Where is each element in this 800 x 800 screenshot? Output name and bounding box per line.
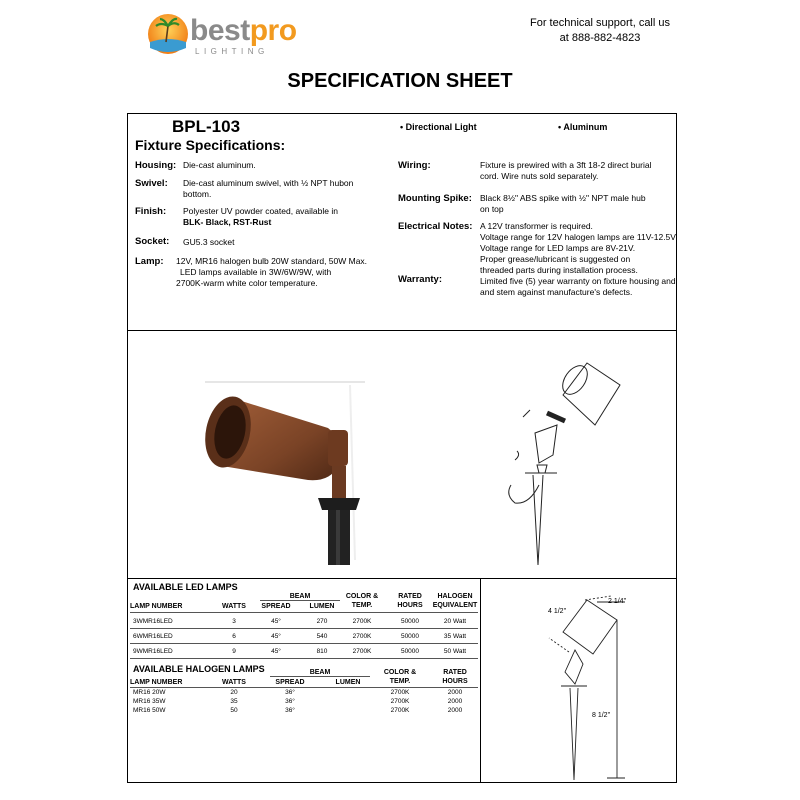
halogen-table-title: AVAILABLE HALOGEN LAMPS	[133, 664, 265, 674]
hal-th-color: COLOR & TEMP.	[383, 669, 417, 685]
led-cell-hours: 50000	[400, 618, 420, 625]
led-cell-lamp: 9WMR16LED	[133, 648, 173, 655]
lamp-line-1: 12V, MR16 halogen bulb 20W standard, 50W Max.	[176, 256, 368, 266]
led-beam-rule	[260, 600, 340, 601]
hal-th-spread: SPREAD	[275, 679, 305, 686]
dim-width: 2 1/4"	[608, 598, 627, 605]
electrical-line-5: threaded parts during installation process.	[480, 265, 638, 275]
led-cell-temp: 2700K	[352, 618, 372, 625]
logo-subtitle: LIGHTING	[195, 47, 269, 56]
led-cell-spread: 45°	[271, 648, 281, 655]
electrical-value	[480, 221, 676, 276]
hal-cell-lamp: MR16 50W	[133, 707, 166, 714]
hal-th-watts: WATTS	[222, 679, 246, 686]
hal-cell-hours: 2000	[447, 707, 463, 714]
electrical-line-4: Proper grease/lubricant is suggested on	[480, 254, 631, 264]
dim-head-length: 4 1/2"	[548, 608, 567, 615]
led-cell-watts: 6	[232, 633, 236, 640]
hal-cell-temp: 2700K	[390, 689, 410, 696]
spike-label: Mounting Spike:	[398, 193, 472, 204]
finish-line-1: Polyester UV powder coated, available in	[183, 206, 338, 216]
led-cell-temp: 2700K	[352, 648, 372, 655]
dim-spike-length: 8 1/2"	[592, 712, 611, 719]
divider-images	[127, 578, 677, 579]
finish-value	[183, 206, 338, 228]
hal-cell-watts: 50	[230, 707, 238, 714]
support-contact	[520, 16, 680, 46]
swivel-value: Die-cast aluminum swivel, with ½ NPT hubon bottom.	[183, 178, 354, 199]
electrical-line-3: Voltage range for LED lamps are 8V-21V.	[480, 243, 636, 253]
led-th-rated: RATED HOURS	[397, 593, 423, 609]
spike-value	[480, 193, 646, 215]
led-cell-lamp: 6WMR16LED	[133, 633, 173, 640]
feature-aluminum: • Aluminum	[558, 122, 608, 132]
spike-line-1: Black 8½" ABS spike with ½" NPT male hub	[480, 193, 646, 203]
hal-th-lamp: LAMP NUMBER	[130, 679, 183, 686]
led-th-lumen: LUMEN	[309, 603, 335, 610]
electrical-line-2: Voltage range for 12V halogen lamps are 11V-12.5V	[480, 232, 676, 242]
electrical-label: Electrical Notes:	[398, 221, 473, 232]
led-th-beam: BEAM	[289, 593, 311, 600]
led-header-rule	[130, 612, 478, 613]
socket-label: Socket:	[135, 236, 170, 247]
hal-cell-spread: 36°	[285, 689, 295, 696]
led-cell-lumen: 810	[316, 648, 328, 655]
hal-cell-watts: 35	[230, 698, 238, 705]
wiring-line-2: cord. Wire nuts sold separately.	[480, 171, 599, 181]
page-title: SPECIFICATION SHEET	[287, 70, 513, 92]
dimension-drawing	[535, 592, 655, 782]
hal-beam-rule	[270, 676, 370, 677]
logo-pro-text: pro	[249, 14, 297, 47]
led-th-lamp: LAMP NUMBER	[130, 603, 183, 610]
led-cell-equivalent: 35 Watt	[443, 633, 467, 640]
led-cell-spread: 45°	[271, 633, 281, 640]
lamp-value	[176, 256, 367, 289]
housing-value: Die-cast aluminum.	[183, 160, 256, 170]
led-cell-watts: 9	[232, 648, 236, 655]
led-cell-hours: 50000	[400, 633, 420, 640]
hal-th-rated: RATED HOURS	[442, 669, 468, 685]
led-th-spread: SPREAD	[261, 603, 291, 610]
hal-cell-lamp: MR16 35W	[133, 698, 166, 705]
support-phone: at 888-882-4823	[559, 32, 641, 44]
warranty-value	[480, 276, 676, 298]
wiring-value	[480, 160, 652, 182]
hal-cell-temp: 2700K	[390, 698, 410, 705]
led-cell-temp: 2700K	[352, 633, 372, 640]
support-line-1: For technical support, call us	[529, 17, 670, 29]
electrical-line-1: A 12V transformer is required.	[480, 221, 593, 231]
hal-cell-hours: 2000	[447, 689, 463, 696]
hal-cell-temp: 2700K	[390, 707, 410, 714]
warranty-label: Warranty:	[398, 274, 442, 285]
led-th-halogen: HALOGEN EQUIVALENT	[432, 593, 478, 609]
socket-value: GU5.3 socket	[183, 237, 235, 247]
led-row-rule	[130, 643, 478, 644]
hal-cell-hours: 2000	[447, 698, 463, 705]
hal-cell-spread: 36°	[285, 707, 295, 714]
lamp-line-3: 2700K-warm white color temperature.	[176, 278, 318, 288]
led-cell-lumen: 540	[316, 633, 328, 640]
product-photo	[200, 370, 370, 570]
logo-wordmark	[190, 14, 297, 48]
hal-cell-watts: 20	[230, 689, 238, 696]
spike-line-2: on top	[480, 204, 504, 214]
led-cell-equivalent: 20 Watt	[443, 618, 467, 625]
hal-th-beam: BEAM	[309, 669, 331, 676]
led-table-title: AVAILABLE LED LAMPS	[133, 582, 238, 592]
led-cell-watts: 3	[232, 618, 236, 625]
led-cell-lumen: 270	[316, 618, 328, 625]
led-th-watts: WATTS	[222, 603, 246, 610]
warranty-line-2: and stem against manufacture's defects.	[480, 287, 633, 297]
wiring-line-1: Fixture is prewired with a 3ft 18-2 direct burial	[480, 160, 652, 170]
lamp-label: Lamp:	[135, 256, 164, 267]
finish-label: Finish:	[135, 206, 167, 217]
hal-th-lumen: LUMEN	[335, 679, 361, 686]
swivel-label: Swivel:	[135, 178, 168, 189]
lamp-line-2: LED lamps available in 3W/6W/9W, with	[180, 267, 332, 277]
led-cell-equivalent: 50 Watt	[443, 648, 467, 655]
bestpro-logo-icon	[146, 12, 190, 56]
feature-directional: • Directional Light	[400, 122, 477, 132]
fixture-line-drawing	[495, 355, 625, 570]
led-cell-lamp: 3WMR16LED	[133, 618, 173, 625]
led-cell-hours: 50000	[400, 648, 420, 655]
housing-label: Housing:	[135, 160, 177, 171]
led-cell-spread: 45°	[271, 618, 281, 625]
led-row-rule	[130, 658, 478, 659]
led-th-color: COLOR & TEMP.	[345, 593, 379, 609]
hal-cell-spread: 36°	[285, 698, 295, 705]
wiring-label: Wiring:	[398, 160, 431, 171]
hal-header-rule	[130, 687, 478, 688]
hal-cell-lamp: MR16 20W	[133, 689, 166, 696]
divider-specs	[127, 330, 677, 331]
logo-best-text: best	[190, 14, 250, 47]
finish-line-2: BLK- Black, RST-Rust	[183, 217, 272, 227]
model-number: BPL-103	[172, 117, 241, 136]
warranty-line-1: Limited five (5) year warranty on fixture housing and	[480, 276, 676, 286]
led-row-rule	[130, 628, 478, 629]
fixture-specs-heading: Fixture Specifications:	[135, 137, 286, 153]
